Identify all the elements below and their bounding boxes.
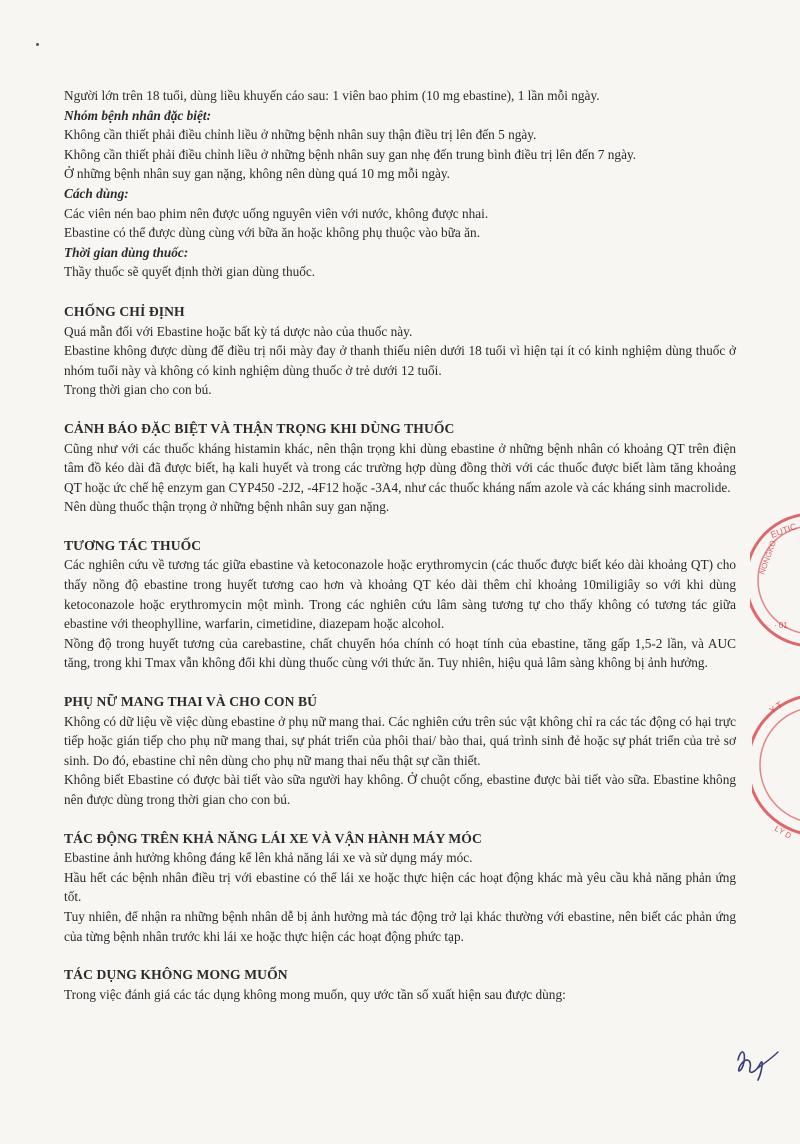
contraindications-line: Quá mẫn đối với Ebastine hoặc bất kỳ tá dược nào của thuốc này. <box>64 323 413 339</box>
adverse-heading: TÁC DỤNG KHÔNG MONG MUỐN <box>64 967 288 983</box>
contraindications-heading: CHỐNG CHỈ ĐỊNH <box>64 303 185 319</box>
distributor-seal-stamp <box>752 680 800 850</box>
section-contraindications <box>64 302 736 400</box>
warnings-heading: CẢNH BÁO ĐẶC BIỆT VÀ THẬN TRỌNG KHI DÙNG THUỐC <box>64 420 455 436</box>
driving-line: Ebastine ảnh hưởng không đáng kể lên khả năng lái xe và sử dụng máy móc. <box>64 850 473 866</box>
leaflet-page <box>64 86 736 1004</box>
svg-text:Y T: Y T <box>767 699 785 716</box>
pregnancy-line: Không biết Ebastine có được bài tiết vào sữa người hay không. Ở chuột cống, ebastine được bài tiết vào sữa. Ebastine không nên được dùng trong thời gian cho con bú. <box>64 772 736 807</box>
warnings-line: Cũng như với các thuốc kháng histamin khác, nên thận trọng khi dùng ebastine ở những bệnh nhân có khoảng QT trên điện tâm đồ kéo dài đã được biết, hạ kali huyết và trong các trường hợp dùng đồng thời với các thuốc được biết làm tăng khoảng QT hoặc ức chế hệ enzym gan CYP450 -2J2, -4F12 hoặc -3A4, như các thuốc kháng nấm azole và các kháng sinh macrolide. <box>64 440 736 495</box>
usage-line: Các viên nén bao phim nên được uống nguyên viên với nước, không được nhai. <box>64 205 489 221</box>
svg-text:NONGKO: NONGKO <box>757 539 779 576</box>
adverse-line: Trong việc đánh giá các tác dụng không mong muốn, quy ước tần số xuất hiện sau được dùng: <box>64 986 566 1002</box>
driving-line: Hầu hết các bệnh nhân điều trị với ebastine có thể lái xe hoặc thực hiện các hoạt động khác mà yêu cầu khả năng phản ứng tốt. <box>64 869 736 905</box>
duration-line: Thầy thuốc sẽ quyết định thời gian dùng thuốc. <box>64 264 316 280</box>
special-groups-line: Ở những bệnh nhân suy gan nặng, không nên dùng quá 10 mg mỗi ngày. <box>64 166 450 182</box>
usage-heading: Cách dùng: <box>64 185 129 201</box>
section-dosage <box>64 86 736 282</box>
contraindications-line: Trong thời gian cho con bú. <box>64 382 212 398</box>
special-groups-line: Không cần thiết phải điều chỉnh liều ở những bệnh nhân suy gan nhẹ đến trung bình điều trị lên đến 7 ngày. <box>64 146 637 162</box>
section-driving <box>64 829 736 947</box>
section-adverse-effects <box>64 965 736 1004</box>
interactions-line: Nồng độ trong huyết tương của carebastine, chất chuyển hóa chính có hoạt tính của ebastine, tăng gấp 1,5-2 lần, và AUC tăng, trong khi Tmax vẫn không đổi khi dùng thuốc cùng với thức ăn. Tuy nhiên, hiệu quả lâm sàng không bị ảnh hưởng. <box>64 635 736 671</box>
handwritten-signature <box>728 1038 784 1086</box>
contraindications-line: Ebastine không được dùng để điều trị nổi mày đay ở thanh thiếu niên dưới 18 tuổi vì hiện tại ít có kinh nghiệm dùng thuốc ở nhóm tuổi này và không có kinh nghiệm dùng thuốc ở trẻ dưới 12 tuổi. <box>64 343 736 378</box>
section-warnings <box>64 419 736 517</box>
warnings-line: Nên dùng thuốc thận trọng ở những bệnh nhân suy gan nặng. <box>64 499 390 515</box>
special-groups-heading: Nhóm bệnh nhân đặc biệt: <box>64 107 212 123</box>
special-groups-line: Không cần thiết phải điều chỉnh liều ở những bệnh nhân suy thận điều trị lên đến 5 ngày. <box>64 127 537 143</box>
svg-text:LÝ D: LÝ D <box>773 823 793 841</box>
interactions-line: Các nghiên cứu về tương tác giữa ebastine và ketoconazole hoặc erythromycin (các thuốc được biết kéo dài khoảng QT) cho thấy nồng độ ebastine trong huyết tương cao hơn và khoảng QT kéo dài thêm chỉ khoảng 10miligiây so với khi dùng ketoconazole hoặc erythromycin một mình. Trong các nghiên cứu lâm sàng tương tự cho thấy không có tương tác giữa ebastine với theophylline, warfarin, cimetidine, diazepam hoặc alcohol. <box>64 557 736 632</box>
svg-text:EUTIC: EUTIC <box>769 521 799 540</box>
usage-line: Ebastine có thể được dùng cùng với bữa ăn hoặc không phụ thuộc vào bữa ăn. <box>64 225 481 241</box>
pregnancy-line: Không có dữ liệu về việc dùng ebastine ở phụ nữ mang thai. Các nghiên cứu trên súc vật không chỉ ra các tác động có hại trực tiếp hoặc gián tiếp cho phụ nữ mang thai, sự phát triển của phôi thai/ bào thai, quá trình sinh đẻ hoặc sự phát triển của trẻ sơ sinh. Do đó, ebastine chỉ nên dùng cho phụ nữ mang thai nếu thật sự cần thiết. <box>64 713 736 768</box>
duration-heading: Thời gian dùng thuốc: <box>64 244 189 260</box>
section-interactions <box>64 536 736 673</box>
company-seal-stamp <box>750 500 800 660</box>
section-pregnancy <box>64 692 736 810</box>
scan-speck <box>36 43 39 46</box>
pregnancy-heading: PHỤ NỮ MANG THAI VÀ CHO CON BÚ <box>64 694 318 710</box>
svg-text:· 01: · 01 <box>774 621 788 630</box>
adult-dose-text: Người lớn trên 18 tuổi, dùng liều khuyến cáo sau: 1 viên bao phim (10 mg ebastine), 1 lần mỗi ngày. <box>64 88 600 103</box>
driving-line: Tuy nhiên, để nhận ra những bệnh nhân dễ bị ảnh hưởng mà tác động trở lại khác thường với ebastine, nên biết các phản ứng của từng bệnh nhân trước khi lái xe hoặc thực hiện các hoạt động phức tạp. <box>64 908 736 944</box>
interactions-heading: TƯƠNG TÁC THUỐC <box>64 537 202 553</box>
driving-heading: TÁC ĐỘNG TRÊN KHẢ NĂNG LÁI XE VÀ VẬN HÀNH MÁY MÓC <box>64 830 482 846</box>
